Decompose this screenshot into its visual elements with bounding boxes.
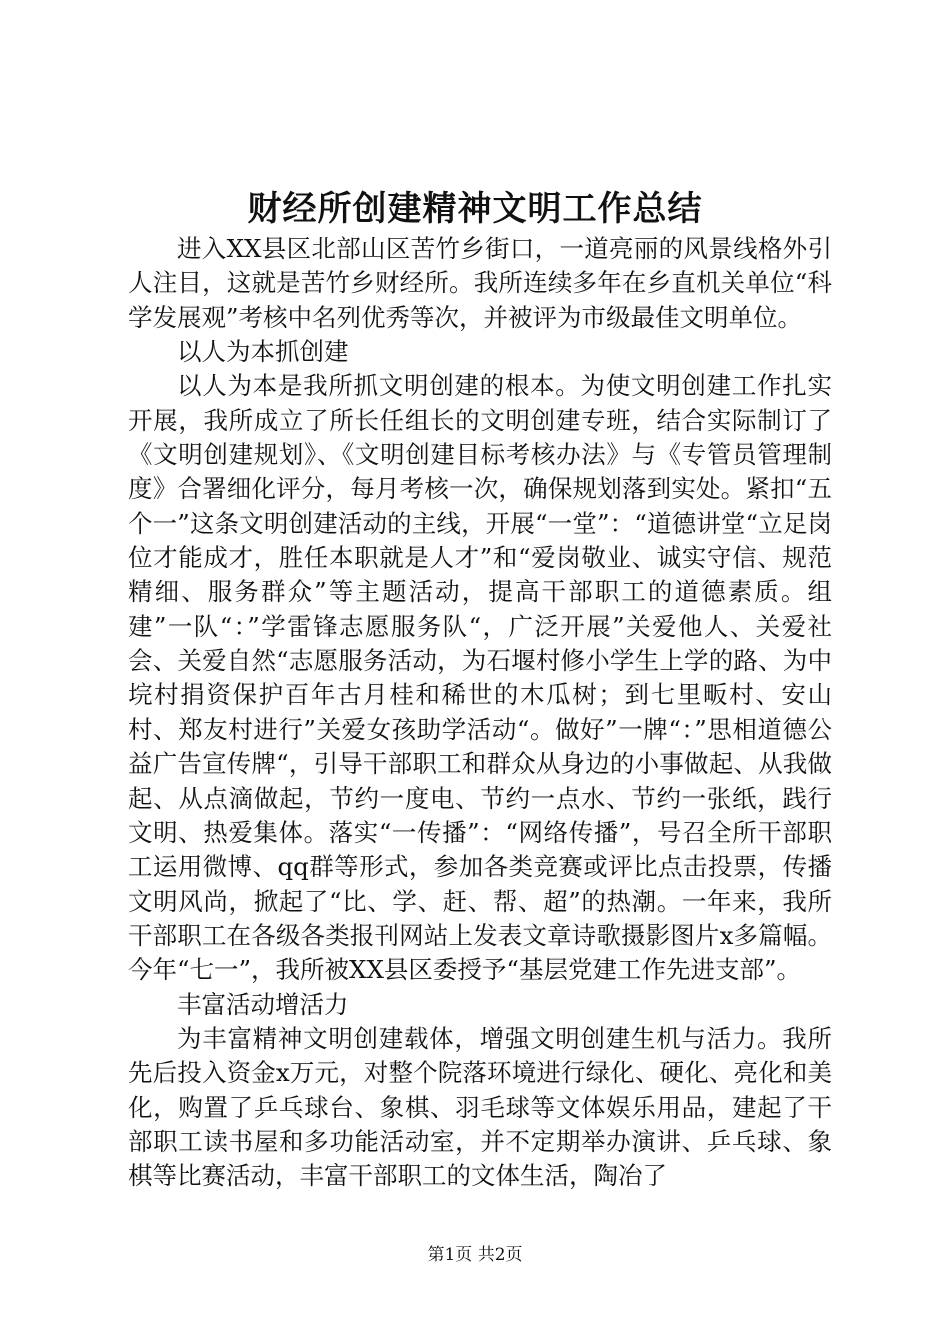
section-paragraph-people-oriented: 以人为本是我所抓文明创建的根本。为使文明创建工作扎实开展，我所成立了所长任组长的文明创建专班，结合实际制订了《文明创建规划》、《文明创建目标考核办法》与《专管员管理制度》合署细化评分，每月考核一次，确保规划落到实处。紧扣“五个一”这条文明创建活动的主线，开展“一堂”：“道德讲堂“立足岗位才能成才，胜任本职就是人才”和“爱岗敬业、诚实守信、规范精细、服务群众”等主题活动，提高干部职工的道德素质。组建”一队“：”学雷锋志愿服务队“，广泛开展”关爱他人、关爱社会、关爱自然“志愿服务活动，为石堰村修小学生上学的路、为中垸村捐资保护百年古月桂和稀世的木瓜树；到七里畈村、安山村、郑友村进行”关爱女孩助学活动“。做好”一牌“：”思相道德公益广告宣传牌“，引导干部职工和群众从身边的小事做起、从我做起、从点滴做起，节约一度电、节约一点水、节约一张纸，践行文明、热爱集体。落实“一传播”：“网络传播”，号召全所干部职工运用微博、qq群等形式，参加各类竞赛或评比点击投票，传播文明风尚，掀起了“比、学、赶、帮、超”的热潮。一年来，我所干部职工在各级各类报刊网站上发表文章诗歌摄影图片x多篇幅。今年“七一”，我所被XX县区委授予“基层党建工作先进支部”。 [128, 371, 832, 985]
document-body [128, 232, 832, 1194]
section-heading-activities: 丰富活动增活力 [177, 989, 349, 1019]
page-indicator: 第1页 共2页 [427, 1245, 523, 1265]
page-title: 财经所创建精神文明工作总结 [247, 189, 703, 229]
intro-paragraph: 进入XX县区北部山区苦竹乡街口，一道亮丽的风景线格外引人注目，这就是苦竹乡财经所。我所连续多年在乡直机关单位“科学发展观”考核中名列优秀等次，并被评为市级最佳文明单位。 [128, 234, 832, 332]
section-heading-people-oriented: 以人为本抓创建 [177, 337, 349, 367]
section-paragraph-activities: 为丰富精神文明创建载体，增强文明创建生机与活力。我所先后投入资金x万元，对整个院落环境进行绿化、硬化、亮化和美化，购置了乒乓球台、象棋、羽毛球等文体娱乐用品，建起了干部职工读书屋和多功能活动室，并不定期举办演讲、乒乓球、象棋等比赛活动，丰富干部职工的文体生活，陶冶了 [128, 1023, 832, 1191]
